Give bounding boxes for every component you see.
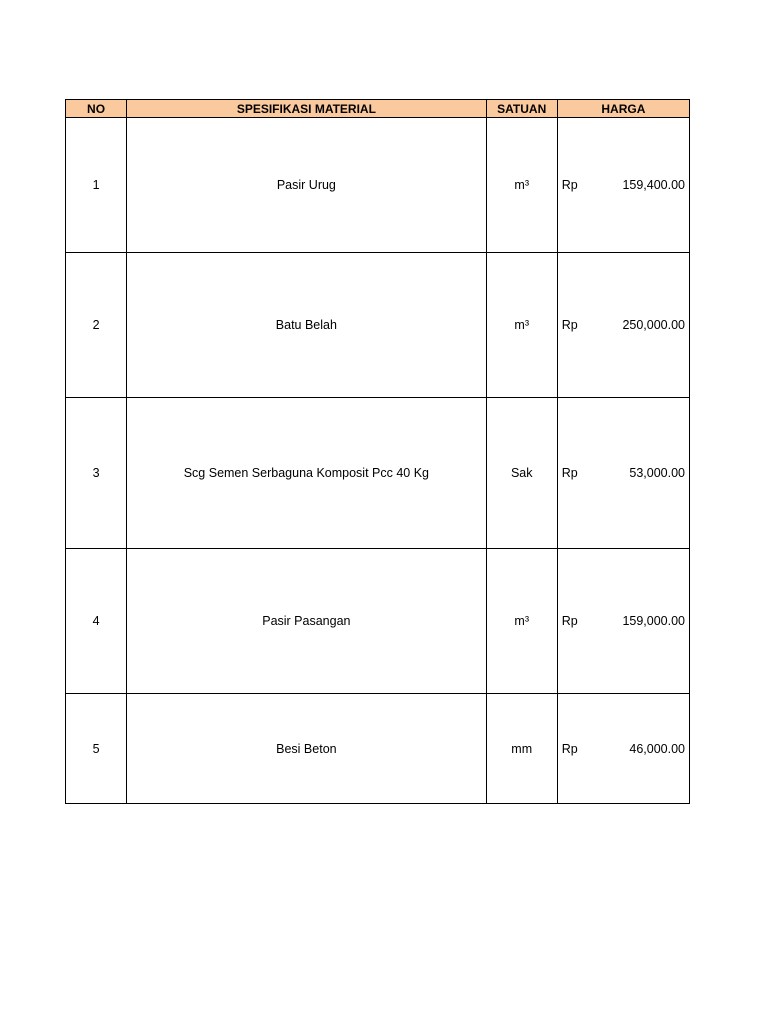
row-unit: m³ (486, 118, 557, 253)
row-spec: Batu Belah (127, 253, 487, 398)
row-spec: Pasir Urug (127, 118, 487, 253)
row-price: 159,400.00 (622, 178, 685, 192)
header-spec: SPESIFIKASI MATERIAL (127, 100, 487, 118)
row-no: 3 (66, 398, 127, 549)
row-currency: Rp (561, 741, 578, 756)
row-no: 5 (66, 694, 127, 804)
table-row (66, 253, 690, 398)
header-price: HARGA (557, 100, 689, 118)
table-row (66, 118, 690, 253)
row-price: 53,000.00 (629, 466, 685, 480)
table-row (66, 398, 690, 549)
table-body (66, 118, 690, 804)
row-currency: Rp (561, 614, 578, 628)
material-price-table (65, 99, 690, 804)
row-unit: m³ (486, 253, 557, 398)
row-unit: mm (486, 694, 557, 804)
row-price-cell (557, 118, 689, 253)
row-unit: Sak (486, 398, 557, 549)
row-price-cell (557, 253, 689, 398)
row-unit: m³ (486, 549, 557, 694)
table-row (66, 549, 690, 694)
row-spec: Besi Beton (127, 694, 487, 804)
row-price: 46,000.00 (629, 741, 685, 756)
row-spec: Pasir Pasangan (127, 549, 487, 694)
row-price-cell (557, 549, 689, 694)
row-price: 250,000.00 (622, 318, 685, 332)
header-no: NO (66, 100, 127, 118)
row-spec: Scg Semen Serbaguna Komposit Pcc 40 Kg (127, 398, 487, 549)
header-row (66, 100, 690, 118)
table-header (66, 100, 690, 118)
row-price: 159,000.00 (622, 614, 685, 628)
header-unit: SATUAN (486, 100, 557, 118)
row-currency: Rp (561, 178, 578, 192)
row-no: 4 (66, 549, 127, 694)
row-no: 2 (66, 253, 127, 398)
table-row (66, 694, 690, 804)
row-currency: Rp (561, 466, 578, 480)
row-no: 1 (66, 118, 127, 253)
row-currency: Rp (561, 318, 578, 332)
row-price-cell (557, 694, 689, 804)
row-price-cell (557, 398, 689, 549)
